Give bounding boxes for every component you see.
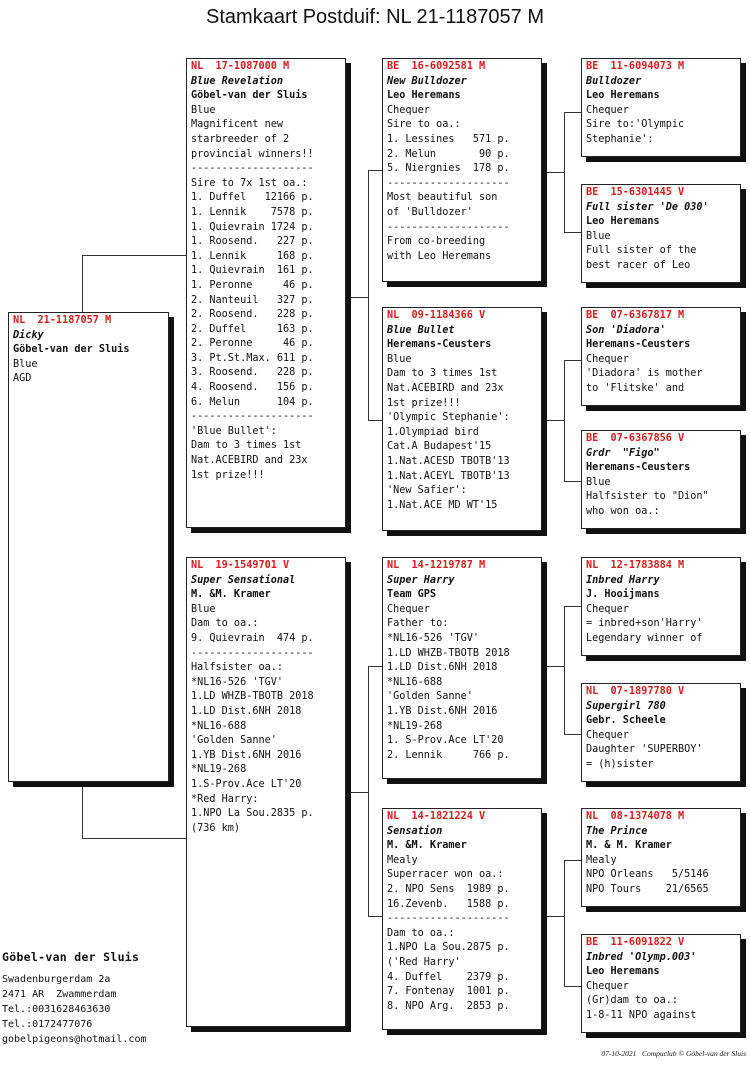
info-line: Blue — [387, 353, 412, 365]
info-line: 3. Pt.St.Max. 611 p. — [191, 352, 314, 364]
breeder-name: J. Hooijmans — [586, 589, 660, 601]
pedigree-card-sdd — [581, 430, 741, 529]
info-line: Chequer — [387, 104, 430, 116]
connector-line — [368, 666, 382, 667]
info-line: 16.Zevenb. 1588 p. — [387, 898, 510, 910]
pigeon-name: Inbred Harry — [586, 574, 660, 586]
info-line: 4. Duffel 2379 p. — [387, 971, 510, 983]
info-line: Sire to:'Olympic — [586, 119, 685, 131]
pedigree-card-subject — [8, 312, 169, 782]
connector-line — [564, 606, 565, 735]
info-line: 'New Safier': — [387, 485, 467, 497]
info-line: -------------------- — [387, 221, 510, 233]
breeder-name: Leo Heremans — [387, 90, 461, 102]
info-line: Chequer — [586, 353, 629, 365]
info-line: Dam to oa.: — [191, 618, 259, 630]
pigeon-name: Blue Revelation — [191, 75, 284, 87]
pigeon-name: Bulldozer — [586, 75, 642, 87]
breeder-name: Göbel-van der Sluis — [191, 90, 308, 102]
info-line: *NL19-268 — [387, 720, 443, 732]
owner-city: 2471 AR Zwammerdam — [2, 989, 117, 1000]
info-line: 1. Lennik 168 p. — [191, 250, 314, 262]
connector-line — [564, 481, 581, 482]
info-line: Blue — [191, 104, 216, 116]
info-line: -------------------- — [191, 163, 314, 175]
info-line: *NL16-688 — [191, 720, 247, 732]
info-line: Blue — [586, 230, 611, 242]
pigeon-name: Full sister 'De 030' — [586, 201, 709, 213]
breeder-name: Heremans-Ceusters — [586, 462, 691, 474]
info-line: 2. Peronne 46 p. — [191, 338, 314, 350]
pedigree-card-ddd — [581, 934, 741, 1033]
page-title: Stamkaart Postduif: NL 21-1187057 M — [206, 6, 544, 28]
info-line: Cat.A Budapest'15 — [387, 441, 492, 453]
breeder-name: M. & M. Kramer — [586, 840, 672, 852]
info-line: 1. Roosend. 227 p. — [191, 236, 314, 248]
info-line: *NL16-526 'TGV' — [387, 632, 480, 644]
info-line: 2. Roosend. 228 p. — [191, 309, 314, 321]
info-line: 1.Nat.ACE MD WT'15 — [387, 499, 498, 511]
info-line: Mealy — [387, 854, 418, 866]
owner-info — [2, 950, 147, 1047]
info-line: of 'Bulldozer' — [387, 206, 473, 218]
info-line: 2. Duffel 163 p. — [191, 323, 314, 335]
pigeon-name: New Bulldozer — [387, 75, 467, 87]
info-line: Nat.ACEBIRD and 23x — [387, 382, 504, 394]
ring-number: BE 15-6301445 V — [586, 187, 685, 198]
connector-line — [82, 255, 83, 313]
info-line: Chequer — [387, 603, 430, 615]
connector-line — [82, 255, 187, 256]
pedigree-card-dam-sire — [382, 557, 542, 779]
info-line: Chequer — [586, 104, 629, 116]
info-line: Blue — [586, 476, 611, 488]
pedigree-card-dam — [186, 557, 346, 1027]
pedigree-card-dsd — [581, 683, 741, 782]
pigeon-name: Sensation — [387, 825, 443, 837]
info-line: Dam to 3 times 1st — [191, 440, 302, 452]
info-line: 'Golden Sanne' — [387, 691, 473, 703]
info-line: 'Golden Sanne' — [191, 735, 277, 747]
pigeon-name: Dicky — [13, 329, 44, 341]
info-line: 1. Quievrain 161 p. — [191, 265, 314, 277]
ring-number: BE 11-6094073 M — [586, 61, 685, 72]
info-line: 1.YB Dist.6NH 2016 — [191, 749, 302, 761]
info-line: 8. NPO Arg. 2853 p. — [387, 1000, 510, 1012]
info-line: Most beautiful son — [387, 192, 498, 204]
info-line: *NL16-526 'TGV' — [191, 676, 284, 688]
info-line: 1-8-11 NPO against — [586, 1009, 697, 1021]
info-line: 1.LD WHZB-TBOTB 2018 — [387, 647, 510, 659]
info-line: 1.YB Dist.6NH 2016 — [387, 705, 498, 717]
info-line: *Red Harry: — [191, 793, 259, 805]
info-line: 2. Nanteuil 327 p. — [191, 294, 314, 306]
info-line: 1.S-Prov.Ace LT'20 — [191, 778, 302, 790]
owner-phone-2: Tel.:0172477076 — [2, 1019, 93, 1030]
connector-line — [82, 838, 187, 839]
info-line: Legendary winner of — [586, 632, 703, 644]
ring-number: BE 11-6091822 V — [586, 937, 685, 948]
info-line: Dam to 3 times 1st — [387, 368, 498, 380]
info-line: Chequer — [586, 603, 629, 615]
pedigree-card-dds — [581, 808, 741, 907]
info-line: (736 km) — [191, 822, 241, 834]
ring-number: NL 17-1087000 M — [191, 61, 290, 72]
connector-line — [564, 860, 565, 987]
info-line: Blue — [191, 603, 216, 615]
info-line: 1. Duffel 12166 p. — [191, 192, 314, 204]
info-line: 1.NPO La Sou.2875 p. — [387, 942, 510, 954]
info-line: 1. Peronne 46 p. — [191, 279, 314, 291]
info-line: to 'Flitske' and — [586, 382, 685, 394]
pigeon-name: The Prince — [586, 825, 648, 837]
pigeon-name: Grdr "Figo" — [586, 447, 660, 459]
info-line: 1.Nat.ACESD TBOTB'13 — [387, 455, 510, 467]
connector-line — [564, 860, 581, 861]
footer-credit: 07-10-2021 Compuclub © Göbel-van der Sluis — [601, 1049, 746, 1058]
info-line: Sire to oa.: — [387, 119, 461, 131]
info-line: Magnificent new — [191, 119, 284, 131]
pigeon-name: Supergirl 780 — [586, 700, 666, 712]
info-line: 1.LD WHZB-TBOTB 2018 — [191, 691, 314, 703]
info-line: 1.LD Dist.6NH 2018 — [191, 705, 302, 717]
connector-line — [368, 420, 382, 421]
info-line: 1st prize!!! — [191, 469, 265, 481]
ring-number: NL 07-1897780 V — [586, 686, 685, 697]
ring-number: BE 16-6092581 M — [387, 61, 486, 72]
info-line: 1.Olympiad bird — [387, 426, 480, 438]
breeder-name: Leo Heremans — [586, 90, 660, 102]
connector-line — [564, 606, 581, 607]
info-line: 1.Nat.ACEYL TBOTB'13 — [387, 470, 510, 482]
ring-number: NL 21-1187057 M — [13, 315, 112, 326]
connector-line — [368, 170, 382, 171]
info-line: 2. Lennik 766 p. — [387, 749, 510, 761]
pedigree-card-sss — [581, 58, 741, 157]
pigeon-name: Inbred 'Olymp.003' — [586, 951, 697, 963]
owner-name: Göbel-van der Sluis — [2, 950, 140, 964]
info-line: 5. Niergnies 178 p. — [387, 163, 510, 175]
breeder-name: M. &M. Kramer — [191, 589, 271, 601]
breeder-name: Team GPS — [387, 589, 437, 601]
connector-line — [368, 916, 382, 917]
connector-line — [564, 112, 581, 113]
info-line: 9. Quievrain 474 p. — [191, 632, 314, 644]
info-line: -------------------- — [387, 177, 510, 189]
breeder-name: Leo Heremans — [586, 216, 660, 228]
breeder-name: M. &M. Kramer — [387, 840, 467, 852]
connector-line — [564, 112, 565, 233]
pedigree-card-dam-dam — [382, 808, 542, 1030]
info-line: *NL16-688 — [387, 676, 443, 688]
info-line: ('Red Harry' — [387, 956, 461, 968]
owner-address: Swadenburgerdam 2a — [2, 974, 111, 985]
info-line: NPO Tours 21/6565 — [586, 883, 709, 895]
pedigree-card-ssd — [581, 184, 741, 283]
connector-line — [542, 916, 564, 917]
connector-line — [346, 792, 368, 793]
info-line: Daughter 'SUPERBOY' — [586, 744, 703, 756]
pedigree-card-sds — [581, 307, 741, 406]
pigeon-name: Son 'Diadora' — [586, 324, 666, 336]
info-line: From co-breeding — [387, 236, 486, 248]
info-line: 3. Roosend. 228 p. — [191, 367, 314, 379]
pedigree-card-sire — [186, 58, 346, 528]
info-line: Full sister of the — [586, 245, 697, 257]
connector-line — [368, 170, 369, 420]
info-line: 1. Lessines 571 p. — [387, 133, 510, 145]
pedigree-card-sire-dam — [382, 307, 542, 531]
owner-email: gobelpigeons@hotmail.com — [2, 1034, 147, 1045]
ring-number: NL 19-1549701 V — [191, 560, 290, 571]
info-line: NPO Orleans 5/5146 — [586, 869, 709, 881]
info-line: who won oa.: — [586, 505, 660, 517]
info-line: Superracer won oa.: — [387, 869, 504, 881]
info-line: 1. Lennik 7578 p. — [191, 206, 314, 218]
breeder-name: Göbel-van der Sluis — [13, 344, 130, 356]
connector-line — [346, 297, 368, 298]
ring-number: NL 12-1783884 M — [586, 560, 685, 571]
info-line: = (h)sister — [586, 758, 654, 770]
connector-line — [368, 666, 369, 917]
info-line: *NL19-268 — [191, 764, 247, 776]
info-line: Blue — [13, 358, 38, 370]
info-line: with Leo Heremans — [387, 250, 492, 262]
info-line: 1. Quievrain 1724 p. — [191, 221, 314, 233]
pigeon-name: Blue Bullet — [387, 324, 455, 336]
breeder-name: Gebr. Scheele — [586, 715, 666, 727]
connector-line — [564, 232, 581, 233]
info-line: Sire to 7x 1st oa.: — [191, 177, 308, 189]
info-line: 'Diadora' is mother — [586, 368, 703, 380]
info-line: starbreeder of 2 — [191, 133, 290, 145]
info-line: = inbred+son'Harry' — [586, 618, 703, 630]
connector-line — [564, 986, 581, 987]
connector-line — [564, 360, 581, 361]
info-line: 7. Fontenay 1001 p. — [387, 986, 510, 998]
info-line: Mealy — [586, 854, 617, 866]
info-line: -------------------- — [387, 913, 510, 925]
info-line: 1.LD Dist.6NH 2018 — [387, 662, 498, 674]
info-line: -------------------- — [191, 411, 314, 423]
pigeon-name: Super Harry — [387, 574, 455, 586]
connector-line — [542, 172, 564, 173]
info-line: Nat.ACEBIRD and 23x — [191, 455, 308, 467]
info-line: -------------------- — [191, 647, 314, 659]
info-line: provincial winners!! — [191, 148, 314, 160]
info-line: 'Olympic Stephanie': — [387, 412, 510, 424]
info-line: 1st prize!!! — [387, 397, 461, 409]
ring-number: NL 09-1184366 V — [387, 310, 486, 321]
connector-line — [542, 420, 564, 421]
breeder-name: Heremans-Ceusters — [387, 339, 492, 351]
ring-number: BE 07-6367817 M — [586, 310, 685, 321]
info-line: AGD — [13, 373, 32, 385]
info-line: 2. Melun 90 p. — [387, 148, 510, 160]
breeder-name: Leo Heremans — [586, 966, 660, 978]
info-line: best racer of Leo — [586, 259, 691, 271]
info-line: Halfsister to "Dion" — [586, 491, 709, 503]
info-line: Chequer — [586, 729, 629, 741]
info-line: 'Blue Bullet': — [191, 425, 277, 437]
ring-number: NL 14-1219787 M — [387, 560, 486, 571]
ring-number: BE 07-6367856 V — [586, 433, 685, 444]
pedigree-card-dss — [581, 557, 741, 656]
ring-number: NL 14-1821224 V — [387, 811, 486, 822]
info-line: (Gr)dam to oa.: — [586, 995, 679, 1007]
connector-line — [564, 734, 581, 735]
connector-line — [564, 360, 565, 482]
info-line: Father to: — [387, 618, 449, 630]
info-line: 4. Roosend. 156 p. — [191, 382, 314, 394]
info-line: Dam to oa.: — [387, 927, 455, 939]
info-line: Halfsister oa.: — [191, 662, 284, 674]
info-line: 1. S-Prov.Ace LT'20 — [387, 735, 504, 747]
pedigree-card-sire-sire — [382, 58, 542, 282]
info-line: 6. Melun 104 p. — [191, 396, 314, 408]
pigeon-name: Super Sensational — [191, 574, 296, 586]
info-line: 2. NPO Sens 1989 p. — [387, 883, 510, 895]
owner-phone: Tel.:0031628463630 — [2, 1004, 111, 1015]
info-line: Stephanie': — [586, 133, 654, 145]
breeder-name: Heremans-Ceusters — [586, 339, 691, 351]
ring-number: NL 08-1374078 M — [586, 811, 685, 822]
info-line: Chequer — [586, 980, 629, 992]
connector-line — [542, 666, 564, 667]
info-line: 1.NPO La Sou.2835 p. — [191, 808, 314, 820]
connector-line — [82, 780, 83, 839]
